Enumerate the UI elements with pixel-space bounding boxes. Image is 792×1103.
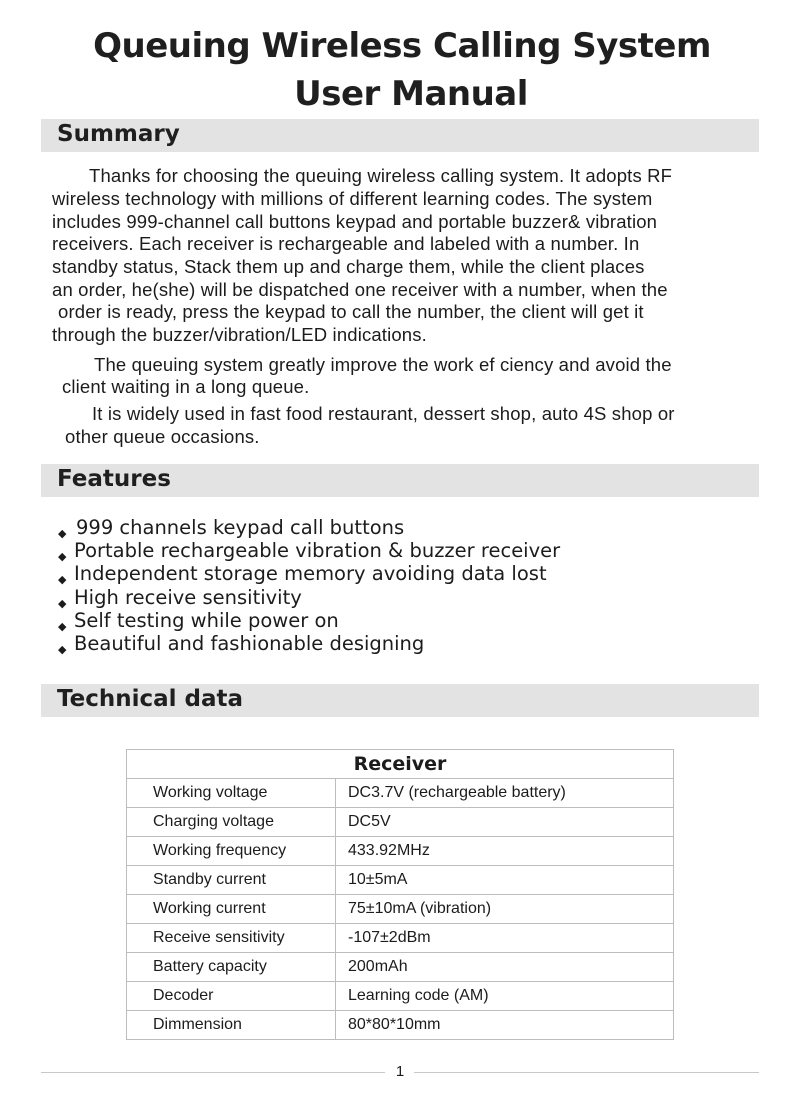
summary-line: wireless technology with millions of different learning codes. The system (52, 188, 653, 209)
table-row (127, 1011, 674, 1040)
spec-value: 10±5mA (336, 866, 674, 895)
table-header-row (127, 750, 674, 779)
footer-divider-left (41, 1072, 385, 1073)
table-row (127, 808, 674, 837)
summary-line: order is ready, press the keypad to call the number, the client will get it (58, 301, 644, 322)
summary-line: standby status, Stack them up and charge them, while the client places (52, 256, 645, 277)
feature-text: Independent storage memory avoiding data lost (74, 562, 547, 586)
feature-text: Self testing while power on (74, 608, 339, 632)
feature-item (56, 609, 560, 632)
table-row (127, 837, 674, 866)
feature-text: Beautiful and fashionable designing (74, 632, 425, 656)
summary-heading: Summary (57, 121, 180, 147)
spec-value: 200mAh (336, 953, 674, 982)
spec-key: Working voltage (127, 779, 336, 808)
spec-value: DC5V (336, 808, 674, 837)
paragraph-line: client waiting in a long queue. (62, 376, 310, 397)
spec-key: Decoder (127, 982, 336, 1011)
spec-value: DC3.7V (rechargeable battery) (336, 779, 674, 808)
receiver-spec-table (126, 749, 674, 1040)
diamond-bullet-icon: ◆ (58, 596, 67, 610)
diamond-bullet-icon: ◆ (58, 527, 67, 540)
table-row (127, 895, 674, 924)
feature-text: Portable rechargeable vibration & buzzer receiver (74, 539, 561, 563)
summary-line: includes 999-channel call buttons keypad and portable buzzer& vibration (52, 211, 658, 232)
summary-line: through the buzzer/vibration/LED indications. (52, 324, 427, 345)
table-row (127, 982, 674, 1011)
document-title-line2: User Manual (294, 74, 528, 114)
spec-key: Battery capacity (127, 953, 336, 982)
paragraph-line: The queuing system greatly improve the work ef ciency and avoid the (94, 354, 672, 375)
diamond-bullet-icon: ◆ (58, 643, 67, 657)
summary-line: receivers. Each receiver is rechargeable and labeled with a number. In (52, 233, 640, 254)
spec-key: Standby current (127, 866, 336, 895)
feature-item (56, 562, 560, 585)
page-number: 1 (395, 1063, 405, 1080)
feature-text: 999 channels keypad call buttons (76, 516, 405, 539)
feature-text: High receive sensitivity (74, 585, 302, 609)
feature-item (56, 516, 560, 539)
summary-line: an order, he(she) will be dispatched one receiver with a number, when the (52, 279, 668, 300)
diamond-bullet-icon: ◆ (58, 550, 67, 564)
table-row (127, 779, 674, 808)
feature-item (56, 586, 560, 609)
technical-section-header (41, 684, 759, 717)
spec-key: Receive sensitivity (127, 924, 336, 953)
feature-item (56, 632, 560, 655)
spec-key: Dimmension (127, 1011, 336, 1040)
spec-value: -107±2dBm (336, 924, 674, 953)
spec-value: 80*80*10mm (336, 1011, 674, 1040)
features-section-header (41, 464, 759, 497)
diamond-bullet-icon: ◆ (58, 573, 67, 587)
feature-item (56, 539, 560, 562)
paragraph-line: It is widely used in fast food restaurant, dessert shop, auto 4S shop or (92, 403, 675, 424)
spec-value: 433.92MHz (336, 837, 674, 866)
diamond-bullet-icon: ◆ (58, 619, 67, 633)
spec-key: Working frequency (127, 837, 336, 866)
table-row (127, 866, 674, 895)
table-row (127, 924, 674, 953)
spec-key: Charging voltage (127, 808, 336, 837)
spec-value: Learning code (AM) (336, 982, 674, 1011)
features-heading: Features (57, 466, 171, 492)
summary-section-header (41, 119, 759, 152)
table-header: Receiver (127, 750, 674, 779)
technical-heading: Technical data (57, 686, 244, 712)
features-list (56, 516, 560, 655)
summary-line: Thanks for choosing the queuing wireless calling system. It adopts RF (89, 165, 673, 186)
spec-key: Working current (127, 895, 336, 924)
table-row (127, 953, 674, 982)
spec-value: 75±10mA (vibration) (336, 895, 674, 924)
document-title-line1: Queuing Wireless Calling System (93, 26, 711, 66)
paragraph-line: other queue occasions. (65, 426, 260, 447)
footer-divider-right (414, 1072, 759, 1073)
